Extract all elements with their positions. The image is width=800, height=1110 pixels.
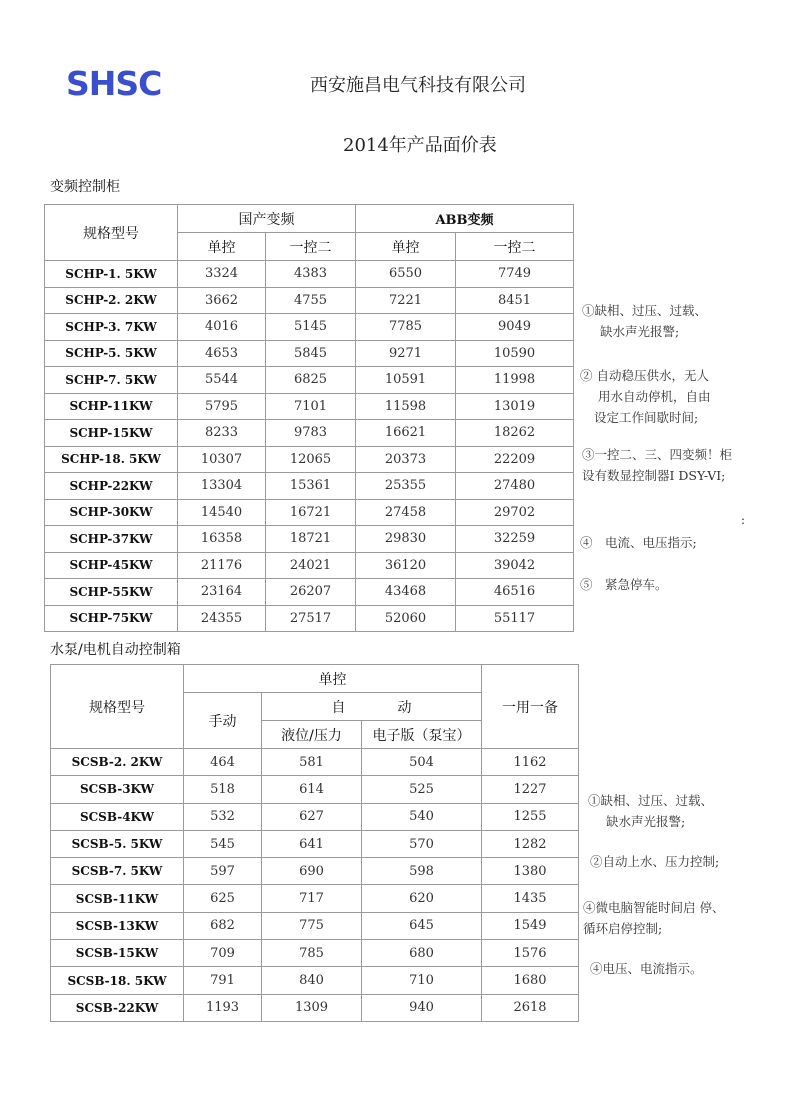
- note-4: [580, 532, 697, 553]
- note-text: ④ 电流、电压指示;: [580, 535, 697, 550]
- price-cell: 7221: [356, 287, 456, 314]
- price-cell: 29830: [356, 526, 456, 553]
- price-cell: 1380: [482, 858, 579, 885]
- price-cell: 39042: [456, 552, 574, 579]
- model-cell: SCHP-15KW: [45, 420, 178, 447]
- model-cell: SCSB-3KW: [51, 776, 184, 803]
- price-cell: 27480: [456, 473, 574, 500]
- price-cell: 46516: [456, 579, 574, 606]
- price-cell: 1309: [262, 994, 362, 1021]
- price-cell: 4755: [266, 287, 356, 314]
- price-cell: 24355: [178, 605, 266, 632]
- price-cell: 7749: [456, 261, 574, 288]
- price-cell: 5795: [178, 393, 266, 420]
- price-cell: 1255: [482, 803, 579, 830]
- price-cell: 9271: [356, 340, 456, 367]
- price-cell: 55117: [456, 605, 574, 632]
- header-dual: 一控二: [456, 233, 574, 261]
- price-cell: 23164: [178, 579, 266, 606]
- note-text: ⑤ 紧急停车。: [580, 577, 668, 592]
- price-cell: 43468: [356, 579, 456, 606]
- price-cell: 2618: [482, 994, 579, 1021]
- price-cell: 1435: [482, 885, 579, 912]
- note-9: [590, 958, 703, 979]
- price-cell: 16721: [266, 499, 356, 526]
- vfd-table-row: [45, 446, 574, 473]
- model-cell: SCHP-37KW: [45, 526, 178, 553]
- price-cell: 14540: [178, 499, 266, 526]
- note-text: ④电压、电流指示。: [590, 961, 703, 976]
- note-text: ③一控二、三、四变频！柜: [582, 447, 733, 462]
- price-cell: 27517: [266, 605, 356, 632]
- price-cell: 26207: [266, 579, 356, 606]
- header-auto-right: 动: [397, 699, 412, 716]
- price-cell: 18262: [456, 420, 574, 447]
- price-cell: 9049: [456, 314, 574, 341]
- header-model: 规格型号: [51, 665, 184, 749]
- price-cell: 690: [262, 858, 362, 885]
- model-cell: SCHP-2. 2KW: [45, 287, 178, 314]
- price-cell: 627: [262, 803, 362, 830]
- model-cell: SCHP-45KW: [45, 552, 178, 579]
- note-text: 用水自动停机，自由: [598, 389, 711, 404]
- header-auto: [262, 693, 482, 721]
- price-cell: 1576: [482, 940, 579, 967]
- price-cell: 791: [184, 967, 262, 994]
- stray-mark: :: [741, 513, 746, 527]
- header-single: 单控: [184, 665, 482, 693]
- pump-table-row: [51, 967, 579, 994]
- header-auto-left: 自: [331, 699, 346, 716]
- vfd-table-row: [45, 552, 574, 579]
- price-cell: 545: [184, 830, 262, 857]
- header-single: 单控: [178, 233, 266, 261]
- model-cell: SCHP-18. 5KW: [45, 446, 178, 473]
- vfd-price-table: [44, 204, 574, 632]
- price-cell: 614: [262, 776, 362, 803]
- company-name: 西安施昌电气科技有限公司: [310, 75, 526, 96]
- model-cell: SCSB-22KW: [51, 994, 184, 1021]
- price-cell: 13304: [178, 473, 266, 500]
- price-cell: 680: [362, 940, 482, 967]
- note-text: 缺水声光报警;: [606, 814, 686, 829]
- price-cell: 1680: [482, 967, 579, 994]
- header-abb-vfd: ABB变频: [356, 205, 574, 233]
- price-cell: 840: [262, 967, 362, 994]
- note-2: [580, 365, 780, 428]
- model-cell: SCSB-13KW: [51, 912, 184, 939]
- note-1: [582, 300, 707, 342]
- price-cell: 1549: [482, 912, 579, 939]
- price-cell: 16358: [178, 526, 266, 553]
- price-cell: 18721: [266, 526, 356, 553]
- vfd-table-row: [45, 367, 574, 394]
- price-cell: 7101: [266, 393, 356, 420]
- price-cell: 5145: [266, 314, 356, 341]
- price-cell: 625: [184, 885, 262, 912]
- price-cell: 504: [362, 749, 482, 776]
- header-one-use-one-standby: 一用一备: [482, 665, 579, 749]
- header-level-pressure: 液位/压力: [262, 721, 362, 749]
- note-text: 循环启停控制;: [583, 921, 663, 936]
- price-cell: 540: [362, 803, 482, 830]
- price-cell: 940: [362, 994, 482, 1021]
- section-title-pump-box: 水泵/电机自动控制箱: [50, 642, 181, 658]
- pump-table-row: [51, 749, 579, 776]
- vfd-table-row: [45, 473, 574, 500]
- price-cell: 598: [362, 858, 482, 885]
- price-cell: 597: [184, 858, 262, 885]
- price-cell: 775: [262, 912, 362, 939]
- note-text: ④微电脑智能时间启 停、: [583, 900, 725, 915]
- header-domestic-vfd: 国产变频: [178, 205, 356, 233]
- price-cell: 29702: [456, 499, 574, 526]
- vfd-table-row: [45, 393, 574, 420]
- note-text: ①缺相、过压、过载、: [582, 303, 708, 318]
- pump-table-row: [51, 776, 579, 803]
- pump-table-row: [51, 885, 579, 912]
- note-text: 设定工作间歇时间;: [594, 410, 699, 425]
- pump-table-row: [51, 803, 579, 830]
- price-cell: 8451: [456, 287, 574, 314]
- price-cell: 11598: [356, 393, 456, 420]
- price-cell: 641: [262, 830, 362, 857]
- price-cell: 570: [362, 830, 482, 857]
- price-cell: 21176: [178, 552, 266, 579]
- model-cell: SCHP-55KW: [45, 579, 178, 606]
- price-cell: 10307: [178, 446, 266, 473]
- price-cell: 645: [362, 912, 482, 939]
- vfd-table-row: [45, 261, 574, 288]
- note-text: ②自动上水、压力控制;: [590, 854, 720, 869]
- price-cell: 682: [184, 912, 262, 939]
- model-cell: SCHP-3. 7KW: [45, 314, 178, 341]
- price-cell: 710: [362, 967, 482, 994]
- note-6: [588, 790, 713, 832]
- company-logo: SHSC: [66, 64, 162, 103]
- price-cell: 36120: [356, 552, 456, 579]
- price-cell: 22209: [456, 446, 574, 473]
- price-cell: 12065: [266, 446, 356, 473]
- vfd-table-row: [45, 499, 574, 526]
- vfd-table-row: [45, 340, 574, 367]
- pump-table-row: [51, 858, 579, 885]
- price-cell: 20373: [356, 446, 456, 473]
- note-text: ①缺相、过压、过载、: [588, 793, 714, 808]
- price-cell: 24021: [266, 552, 356, 579]
- header-manual: 手动: [184, 693, 262, 749]
- price-cell: 1162: [482, 749, 579, 776]
- model-cell: SCSB-18. 5KW: [51, 967, 184, 994]
- header-dual: 一控二: [266, 233, 356, 261]
- note-5: [580, 574, 668, 595]
- price-cell: 52060: [356, 605, 456, 632]
- note-3: [582, 444, 732, 486]
- price-cell: 4653: [178, 340, 266, 367]
- price-cell: 3324: [178, 261, 266, 288]
- note-8: [583, 897, 724, 939]
- note-text: 缺水声光报警;: [600, 324, 680, 339]
- price-cell: 13019: [456, 393, 574, 420]
- document-title: 2014年产品面价表: [343, 135, 497, 156]
- price-cell: 32259: [456, 526, 574, 553]
- price-cell: 3662: [178, 287, 266, 314]
- price-cell: 11998: [456, 367, 574, 394]
- model-cell: SCSB-11KW: [51, 885, 184, 912]
- price-cell: 7785: [356, 314, 456, 341]
- price-cell: 1193: [184, 994, 262, 1021]
- model-cell: SCHP-1. 5KW: [45, 261, 178, 288]
- pump-table-row: [51, 940, 579, 967]
- model-cell: SCHP-7. 5KW: [45, 367, 178, 394]
- price-cell: 16621: [356, 420, 456, 447]
- price-cell: 1227: [482, 776, 579, 803]
- pump-price-table: [50, 664, 579, 1022]
- model-cell: SCSB-2. 2KW: [51, 749, 184, 776]
- price-cell: 10590: [456, 340, 574, 367]
- price-cell: 5845: [266, 340, 356, 367]
- price-cell: 464: [184, 749, 262, 776]
- model-cell: SCHP-5. 5KW: [45, 340, 178, 367]
- price-cell: 620: [362, 885, 482, 912]
- price-cell: 717: [262, 885, 362, 912]
- model-cell: SCSB-15KW: [51, 940, 184, 967]
- pump-table-row: [51, 994, 579, 1021]
- price-cell: 1282: [482, 830, 579, 857]
- header-single: 单控: [356, 233, 456, 261]
- model-cell: SCHP-30KW: [45, 499, 178, 526]
- pump-table-row: [51, 830, 579, 857]
- note-text: ② 自动稳压供水，无人: [580, 368, 709, 383]
- price-cell: 6825: [266, 367, 356, 394]
- price-cell: 8233: [178, 420, 266, 447]
- price-cell: 709: [184, 940, 262, 967]
- pump-table-row: [51, 912, 579, 939]
- header-model: 规格型号: [45, 205, 178, 261]
- price-cell: 4383: [266, 261, 356, 288]
- price-cell: 9783: [266, 420, 356, 447]
- vfd-table-row: [45, 314, 574, 341]
- price-cell: 785: [262, 940, 362, 967]
- model-cell: SCHP-11KW: [45, 393, 178, 420]
- header-electronic: 电子版（泵宝）: [362, 721, 482, 749]
- price-cell: 581: [262, 749, 362, 776]
- price-cell: 518: [184, 776, 262, 803]
- price-cell: 525: [362, 776, 482, 803]
- vfd-table-row: [45, 605, 574, 632]
- model-cell: SCHP-22KW: [45, 473, 178, 500]
- vfd-table-row: [45, 579, 574, 606]
- model-cell: SCSB-7. 5KW: [51, 858, 184, 885]
- price-cell: 15361: [266, 473, 356, 500]
- note-7: [590, 851, 719, 872]
- price-cell: 532: [184, 803, 262, 830]
- vfd-table-row: [45, 420, 574, 447]
- note-text: 设有数显控制器I DSY-VI;: [582, 468, 726, 483]
- vfd-table-row: [45, 287, 574, 314]
- model-cell: SCSB-4KW: [51, 803, 184, 830]
- price-cell: 6550: [356, 261, 456, 288]
- vfd-table-row: [45, 526, 574, 553]
- model-cell: SCSB-5. 5KW: [51, 830, 184, 857]
- price-cell: 4016: [178, 314, 266, 341]
- price-cell: 27458: [356, 499, 456, 526]
- section-title-vfd-cabinet: 变频控制柜: [50, 179, 120, 195]
- price-cell: 10591: [356, 367, 456, 394]
- model-cell: SCHP-75KW: [45, 605, 178, 632]
- price-cell: 5544: [178, 367, 266, 394]
- price-cell: 25355: [356, 473, 456, 500]
